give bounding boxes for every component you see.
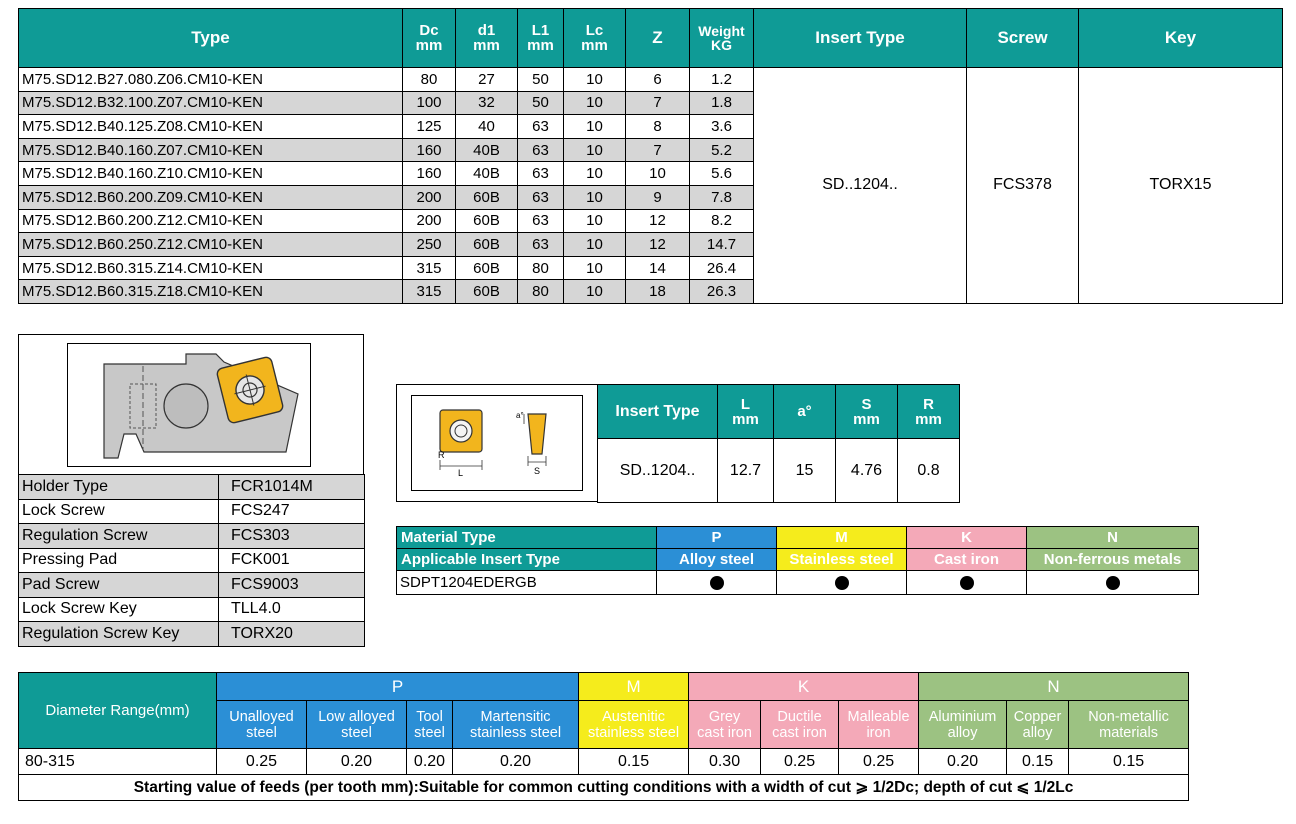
material-grey-cast-iron: Grey cast iron [689,701,761,749]
group-n-name: Non-ferrous metals [1027,549,1199,571]
type-cell: M75.SD12.B32.100.Z07.CM10-KEN [19,91,403,115]
header-row [19,673,1189,701]
feed-value: 0.20 [407,749,453,775]
d1-cell: 40B [456,162,518,186]
weight-cell: 14.7 [690,233,754,257]
material-applicability-table [396,526,1199,595]
weight-cell: 5.6 [690,162,754,186]
insert-label-l: L [458,468,464,478]
part-label: Holder Type [19,475,219,500]
group-k-name: Cast iron [907,549,1027,571]
z-cell: 12 [626,233,690,257]
l1-cell: 63 [518,138,564,162]
header-z: Z [626,9,690,68]
material-type-label: Material Type [397,527,657,549]
group-m-name: Stainless steel [777,549,907,571]
feed-value: 0.20 [453,749,579,775]
part-value: TORX20 [219,622,365,647]
header-row [397,549,1199,571]
type-cell: M75.SD12.B27.080.Z06.CM10-KEN [19,68,403,92]
material-austenitic: Austenitic stainless steel [579,701,689,749]
table-row [19,749,1189,775]
z-cell: 7 [626,138,690,162]
l1-cell: 63 [518,209,564,233]
l1-cell: 50 [518,91,564,115]
lc-cell: 10 [564,91,626,115]
d1-cell: 60B [456,209,518,233]
type-cell: M75.SD12.B40.160.Z07.CM10-KEN [19,138,403,162]
d1-cell: 40B [456,138,518,162]
note-row [19,775,1189,801]
applicable-dot-icon [1106,576,1120,590]
group-m-code: M [777,527,907,549]
lc-cell: 10 [564,138,626,162]
z-cell: 9 [626,185,690,209]
holder-diagram-frame [67,343,311,467]
part-value: FCS303 [219,524,365,549]
header-s: S mm [836,385,898,439]
z-cell: 14 [626,256,690,280]
d1-cell: 60B [456,256,518,280]
d1-cell: 32 [456,91,518,115]
d1-cell: 27 [456,68,518,92]
z-cell: 18 [626,280,690,304]
weight-cell: 26.3 [690,280,754,304]
applicable-cell-p [657,571,777,595]
table-row [19,597,365,622]
feed-value: 0.25 [839,749,919,775]
applicable-dot-icon [835,576,849,590]
d1-cell: 40 [456,115,518,139]
type-cell: M75.SD12.B60.200.Z12.CM10-KEN [19,209,403,233]
holder-diagram-panel [18,334,364,474]
material-non-metallic: Non-metallic materials [1069,701,1189,749]
insert-diagram-illustration [412,396,582,490]
s-cell: 4.76 [836,439,898,503]
header-a: a° [774,385,836,439]
feed-rate-table [18,672,1189,801]
table-row [19,524,365,549]
material-martensitic: Martensitic stainless steel [453,701,579,749]
insert-dimensions-table [597,384,960,503]
part-label: Lock Screw [19,499,219,524]
insert-label-s: S [534,466,541,476]
diameter-range-label: Diameter Range(mm) [19,673,217,749]
part-value: FCS247 [219,499,365,524]
insert-diagram-frame [411,395,583,491]
weight-cell: 5.2 [690,138,754,162]
feed-value: 0.25 [761,749,839,775]
l1-cell: 63 [518,185,564,209]
dc-cell: 200 [403,209,456,233]
header-lc: Lc mm [564,9,626,68]
header-row [19,9,1283,68]
lc-cell: 10 [564,256,626,280]
material-aluminium-alloy: Aluminium alloy [919,701,1007,749]
feed-value: 0.25 [217,749,307,775]
header-l: L mm [718,385,774,439]
header-l1: L1 mm [518,9,564,68]
feed-value: 0.20 [919,749,1007,775]
insert-grade-cell: SDPT1204EDERGB [397,571,657,595]
a-cell: 15 [774,439,836,503]
lc-cell: 10 [564,209,626,233]
table-row [19,68,1283,92]
material-copper-alloy: Copper alloy [1007,701,1069,749]
header-insert-type: Insert Type [754,9,967,68]
group-k-code: K [907,527,1027,549]
header-key: Key [1079,9,1283,68]
feed-value: 0.30 [689,749,761,775]
group-n-code: N [1027,527,1199,549]
weight-cell: 1.8 [690,91,754,115]
lc-cell: 10 [564,233,626,257]
material-tool-steel: Tool steel [407,701,453,749]
screw-value: FCS378 [967,68,1079,304]
header-weight: Weight KG [690,9,754,68]
part-value: FCS9003 [219,573,365,598]
part-label: Pressing Pad [19,548,219,573]
l1-cell: 63 [518,115,564,139]
feed-value: 0.15 [1007,749,1069,775]
table-row [19,548,365,573]
header-d1: d1 mm [456,9,518,68]
dc-cell: 80 [403,68,456,92]
insert-diagram-panel [396,384,598,502]
z-cell: 7 [626,91,690,115]
dc-cell: 125 [403,115,456,139]
type-cell: M75.SD12.B60.315.Z14.CM10-KEN [19,256,403,280]
part-label: Lock Screw Key [19,597,219,622]
l1-cell: 63 [518,233,564,257]
applicable-dot-icon [710,576,724,590]
weight-cell: 7.8 [690,185,754,209]
z-cell: 10 [626,162,690,186]
dc-cell: 100 [403,91,456,115]
part-value: FCR1014M [219,475,365,500]
z-cell: 6 [626,68,690,92]
diameter-range-value: 80-315 [19,749,217,775]
feed-value: 0.15 [1069,749,1189,775]
dc-cell: 200 [403,185,456,209]
table-row [19,622,365,647]
type-cell: M75.SD12.B40.160.Z10.CM10-KEN [19,162,403,186]
lc-cell: 10 [564,280,626,304]
holder-diagram-illustration [68,344,310,466]
applicable-insert-label: Applicable Insert Type [397,549,657,571]
part-value: FCK001 [219,548,365,573]
lc-cell: 10 [564,68,626,92]
insert-type-value: SD..1204.. [754,68,967,304]
header-row [598,385,960,439]
d1-cell: 60B [456,280,518,304]
table-row [19,475,365,500]
part-value: TLL4.0 [219,597,365,622]
material-low-alloyed-steel: Low alloyed steel [307,701,407,749]
l1-cell: 63 [518,162,564,186]
material-ductile-cast-iron: Ductile cast iron [761,701,839,749]
d1-cell: 60B [456,233,518,257]
part-label: Regulation Screw Key [19,622,219,647]
group-n-code: N [919,673,1189,701]
insert-label-a: a° [516,411,524,420]
applicable-dot-icon [960,576,974,590]
l1-cell: 80 [518,256,564,280]
part-label: Regulation Screw [19,524,219,549]
applicable-cell-n [1027,571,1199,595]
applicable-cell-k [907,571,1027,595]
lc-cell: 10 [564,115,626,139]
d1-cell: 60B [456,185,518,209]
z-cell: 12 [626,209,690,233]
header-type: Type [19,9,403,68]
l1-cell: 50 [518,68,564,92]
feed-note: Starting value of feeds (per tooth mm):Suitable for common cutting conditions with a width of cut ⩾ 1/2Dc; depth of cut ⩽ 1/2Lc [19,775,1189,801]
header-insert-type: Insert Type [598,385,718,439]
weight-cell: 26.4 [690,256,754,280]
header-screw: Screw [967,9,1079,68]
key-value: TORX15 [1079,68,1283,304]
group-k-code: K [689,673,919,701]
table-row [397,571,1199,595]
cutter-spec-table [18,8,1283,304]
l-cell: 12.7 [718,439,774,503]
group-m-code: M [579,673,689,701]
insert-label-r: R [438,450,445,460]
header-dc: Dc mm [403,9,456,68]
z-cell: 8 [626,115,690,139]
feed-value: 0.15 [579,749,689,775]
lc-cell: 10 [564,185,626,209]
type-cell: M75.SD12.B60.200.Z09.CM10-KEN [19,185,403,209]
group-p-code: P [217,673,579,701]
insert-type-cell: SD..1204.. [598,439,718,503]
dc-cell: 315 [403,256,456,280]
holder-parts-table [18,474,365,647]
feed-value: 0.20 [307,749,407,775]
dc-cell: 160 [403,162,456,186]
weight-cell: 1.2 [690,68,754,92]
lc-cell: 10 [564,162,626,186]
dc-cell: 160 [403,138,456,162]
r-cell: 0.8 [898,439,960,503]
type-cell: M75.SD12.B60.250.Z12.CM10-KEN [19,233,403,257]
type-cell: M75.SD12.B40.125.Z08.CM10-KEN [19,115,403,139]
group-p-name: Alloy steel [657,549,777,571]
header-row [397,527,1199,549]
table-row [598,439,960,503]
material-unalloyed-steel: Unalloyed steel [217,701,307,749]
table-row [19,499,365,524]
weight-cell: 8.2 [690,209,754,233]
weight-cell: 3.6 [690,115,754,139]
group-p-code: P [657,527,777,549]
l1-cell: 80 [518,280,564,304]
header-r: R mm [898,385,960,439]
dc-cell: 315 [403,280,456,304]
material-malleable-iron: Malleable iron [839,701,919,749]
dc-cell: 250 [403,233,456,257]
applicable-cell-m [777,571,907,595]
type-cell: M75.SD12.B60.315.Z18.CM10-KEN [19,280,403,304]
table-row [19,573,365,598]
part-label: Pad Screw [19,573,219,598]
